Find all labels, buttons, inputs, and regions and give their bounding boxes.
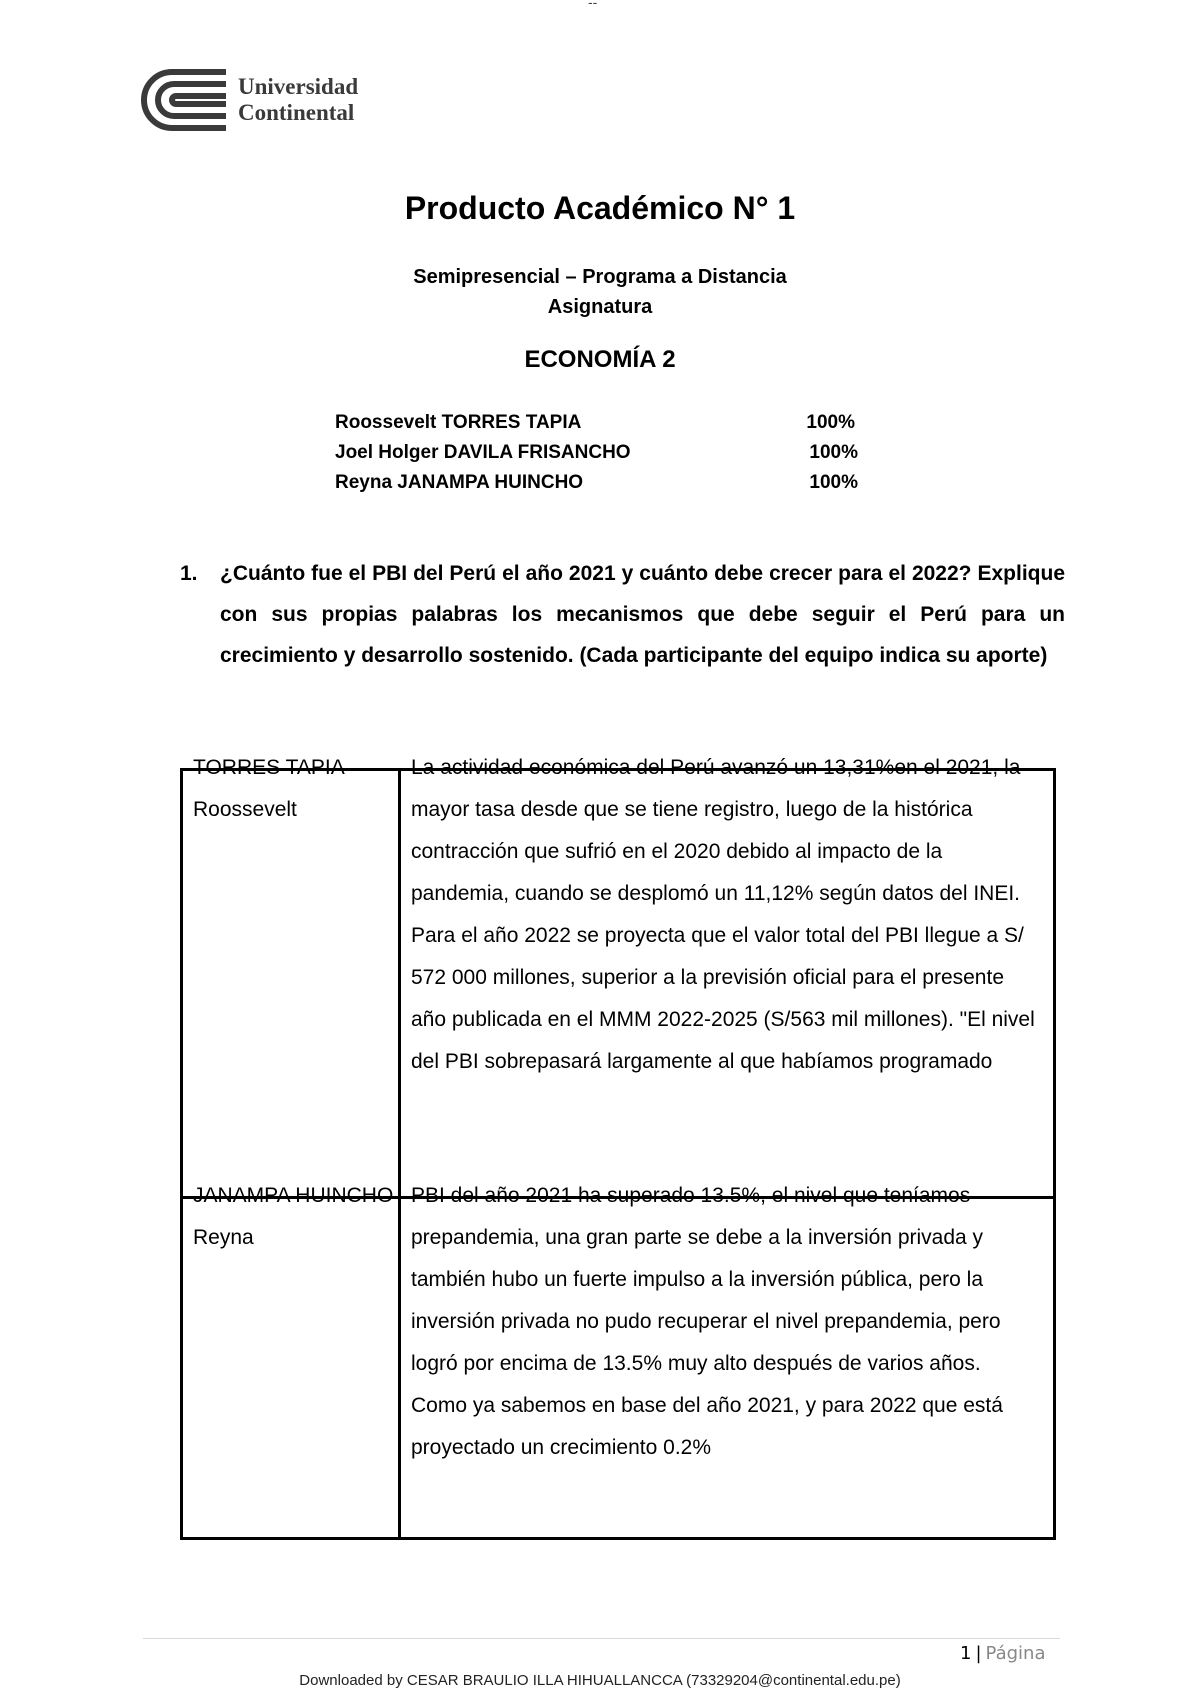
answer-text-cell <box>400 1184 1055 1539</box>
top-mark: -- <box>588 0 598 10</box>
participant-row <box>335 408 855 438</box>
subtitle-line-2: Asignatura <box>547 296 653 318</box>
answer-author: TORRES TAPIA Roossevelt <box>193 756 344 821</box>
answer-author-cell <box>182 756 400 1198</box>
subtitle-line-1: Semipresencial – Programa a Distancia <box>413 266 787 288</box>
question-text: ¿Cuánto fue el PBI del Perú el año 2021 y cuánto debe crecer para el 2022? Explique con sus propias palabras los mecanismos que debe seguir el Perú para un crecimiento y desarrollo sostenido. (Cada participante del equipo indica su aporte) <box>220 562 1065 667</box>
participant-name: Roossevelt TORRES TAPIA <box>335 412 582 433</box>
footer-divider <box>143 1638 1060 1639</box>
answer-text-cell <box>400 756 1055 1198</box>
participant-name: Joel Holger DAVILA FRISANCHO <box>335 442 631 463</box>
table-row <box>182 770 1055 1198</box>
participants-list <box>335 408 858 498</box>
document-title: Producto Académico N° 1 <box>404 190 796 226</box>
download-notice: Downloaded by CESAR BRAULIO ILLA HIHUALLANCCA (73329204@continental.edu.pe) <box>299 1672 901 1689</box>
page-number <box>960 1643 1045 1664</box>
answer-author: JANAMPA HUINCHO Reyna <box>193 1184 394 1249</box>
question-1 <box>180 553 1065 676</box>
logo-line-1: Universidad <box>238 74 359 99</box>
table-row <box>182 1198 1055 1539</box>
page-label: Página <box>985 1643 1046 1664</box>
course-name: ECONOMÍA 2 <box>524 346 676 373</box>
question-number: 1. <box>180 562 198 585</box>
answers-table <box>180 756 1056 1540</box>
logo-line-2: Continental <box>238 100 355 125</box>
participant-row <box>335 468 858 498</box>
university-logo-icon <box>140 68 228 132</box>
participant-percent: 100% <box>809 472 858 493</box>
participant-percent: 100% <box>809 442 858 463</box>
answer-text: La actividad económica del Perú avanzó un 13,31%en el 2021, la mayor tasa desde que se tiene registro, luego de la histórica contracción que sufrió en el 2020 debido al impacto de la pandemia, cuando se desplomó un 11,12% según datos del INEI. Para el año 2022 se proyecta que el valor total del PBI llegue a S/ 572 000 millones, superior a la previsión oficial para el presente año publicada en el MMM 2022-2025 (S/563 mil millones). "El nivel del PBI sobrepasará largamente al que habíamos programado <box>411 756 1035 1073</box>
answer-text: PBI del año 2021 ha superado 13.5%, el nivel que teníamos prepandemia, una gran parte se debe a la inversión privada y también hubo un fuerte impulso a la inversión pública, pero la inversión privada no pudo recuperar el nivel prepandemia, pero logró por encima de 13.5% muy alto después de varios años. Como ya sabemos en base del año 2021, y para 2022 que está proyectado un crecimiento 0.2% <box>411 1184 1003 1459</box>
document-subtitle <box>0 262 1200 322</box>
participant-name: Reyna JANAMPA HUINCHO <box>335 472 584 493</box>
page-separator: | <box>975 1643 982 1664</box>
participant-row <box>335 438 858 468</box>
answer-author-cell <box>182 1184 400 1539</box>
university-logo <box>140 68 358 132</box>
participant-percent: 100% <box>806 412 855 433</box>
page-number-value: 1 <box>960 1643 972 1664</box>
